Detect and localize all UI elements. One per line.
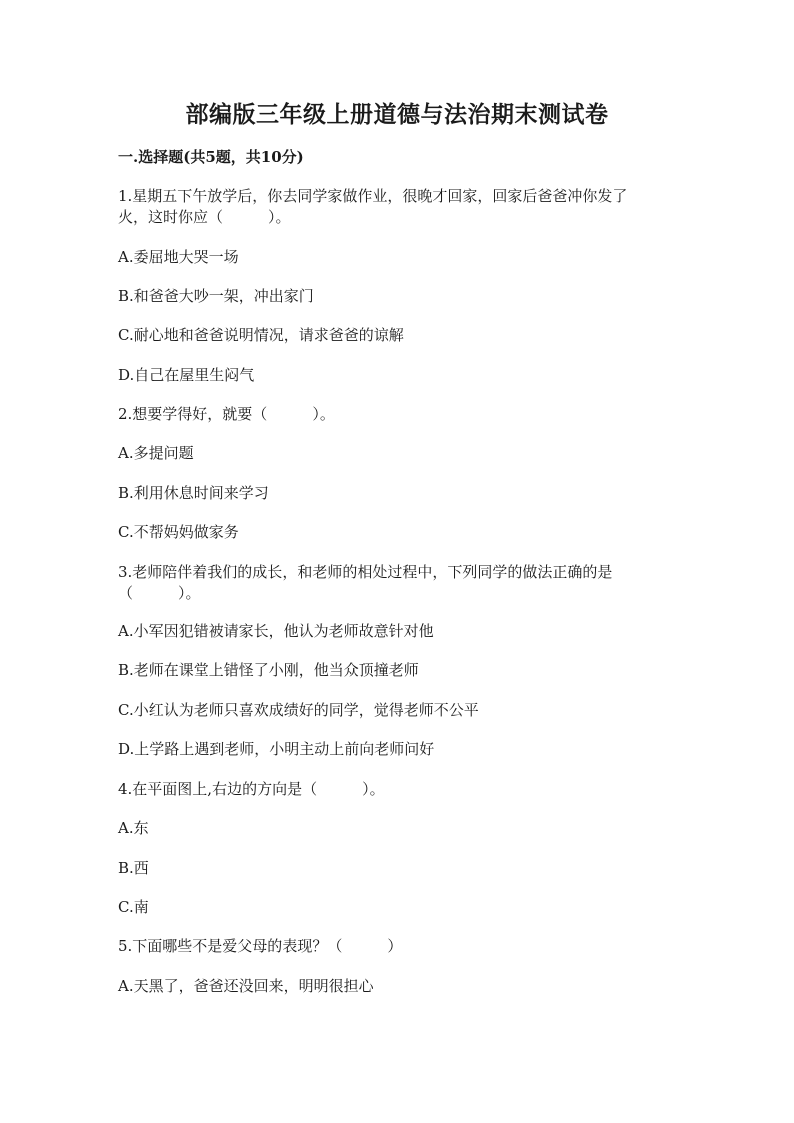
question-4-option-c: C.南 <box>118 898 149 916</box>
question-2-option-b: B.利用休息时间来学习 <box>118 484 269 502</box>
question-2-option-a: A.多提问题 <box>118 444 194 462</box>
question-3-option-a: A.小军因犯错被请家长，他认为老师故意针对他 <box>118 622 434 640</box>
question-1-option-d: D.自己在屋里生闷气 <box>118 366 255 384</box>
question-5-option-a: A.天黑了，爸爸还没回来，明明很担心 <box>118 977 374 995</box>
page-title: 部编版三年级上册道德与法治期末测试卷 <box>185 101 609 128</box>
question-2-option-c: C.不帮妈妈做家务 <box>118 523 239 541</box>
question-4-option-a: A.东 <box>118 819 149 837</box>
question-1-stem-line-2: 火，这时你应（ ）。 <box>118 208 291 226</box>
question-1-option-c: C.耐心地和爸爸说明情况，请求爸爸的谅解 <box>118 326 404 344</box>
question-1-stem-line-1: 1.星期五下午放学后，你去同学家做作业，很晚才回家，回家后爸爸冲你发了 <box>118 187 628 205</box>
question-1-option-b: B.和爸爸大吵一架，冲出家门 <box>118 287 314 305</box>
question-4-stem: 4.在平面图上,右边的方向是（ ）。 <box>118 780 385 798</box>
question-2-stem: 2.想要学得好，就要（ ）。 <box>118 405 335 423</box>
question-3-stem-line-1: 3.老师陪伴着我们的成长，和老师的相处过程中，下列同学的做法正确的是 <box>118 563 613 581</box>
question-5-stem: 5.下面哪些不是爱父母的表现？（ ） <box>118 937 403 955</box>
question-3-stem-line-2: （ ）。 <box>118 584 201 602</box>
question-4-option-b: B.西 <box>118 859 149 877</box>
section-heading: 一.选择题(共5题，共10分) <box>118 148 304 166</box>
question-3-option-b: B.老师在课堂上错怪了小刚，他当众顶撞老师 <box>118 661 419 679</box>
question-3-option-d: D.上学路上遇到老师，小明主动上前向老师问好 <box>118 740 435 758</box>
question-3-option-c: C.小红认为老师只喜欢成绩好的同学，觉得老师不公平 <box>118 701 479 719</box>
question-1-option-a: A.委屈地大哭一场 <box>118 248 239 266</box>
